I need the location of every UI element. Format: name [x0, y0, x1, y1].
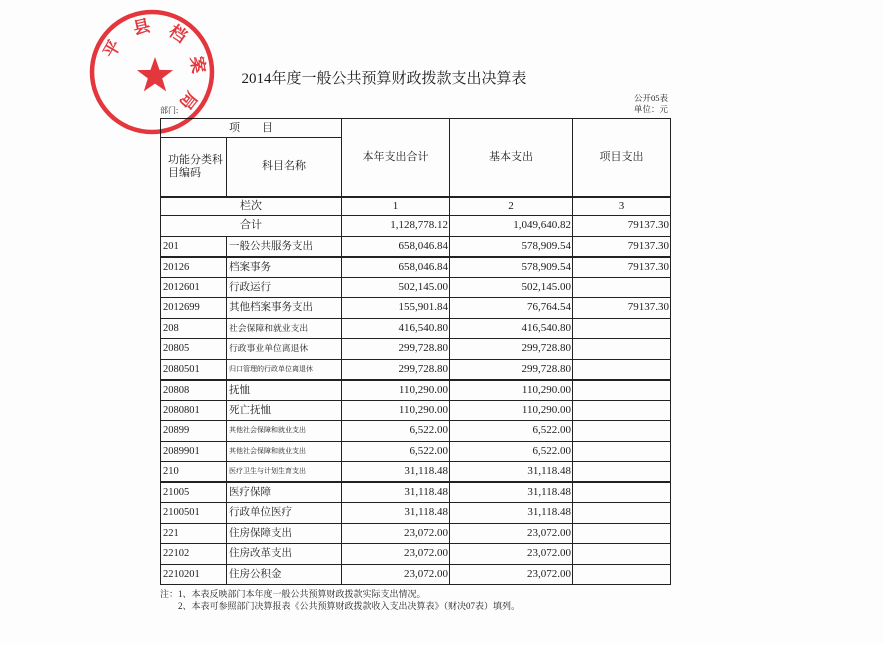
total-cell: 31,118.48 — [342, 503, 450, 524]
seal-star-icon — [137, 57, 173, 91]
total-cell: 155,901.84 — [342, 298, 450, 319]
code-cell: 2012601 — [161, 277, 227, 298]
code-cell: 221 — [161, 523, 227, 544]
project-cell — [573, 482, 671, 503]
seal-character: 局 — [175, 87, 201, 113]
unit-label: 单位：元 — [633, 104, 668, 114]
code-cell: 210 — [161, 462, 227, 483]
basic-cell: 299,728.80 — [450, 339, 573, 360]
basic-cell: 110,290.00 — [450, 380, 573, 401]
name-cell: 行政单位医疗 — [227, 503, 342, 524]
total-cell: 299,728.80 — [342, 339, 450, 360]
total-cell: 299,728.80 — [342, 359, 450, 380]
note-line: 注：1、本表反映部门本年度一般公共预算财政拨款实际支出情况。 — [160, 589, 426, 599]
total-cell: 6,522.00 — [342, 441, 450, 462]
basic-cell: 76,764.54 — [450, 298, 573, 319]
note-line: 2、本表可参照部门决算报表《公共预算财政拨款收入支出决算表》（财决07表）填列。 — [178, 601, 521, 611]
total-cell: 31,118.48 — [342, 482, 450, 503]
table-row — [161, 257, 671, 278]
code-cell: 20899 — [161, 421, 227, 442]
sum-basic: 1,049,640.82 — [450, 216, 573, 237]
column-index-label: 栏次 — [161, 197, 342, 216]
basic-cell: 23,072.00 — [450, 564, 573, 585]
project-cell — [573, 462, 671, 483]
name-cell: 住房改革支出 — [227, 544, 342, 565]
project-cell — [573, 441, 671, 462]
basic-cell: 578,909.54 — [450, 236, 573, 257]
table-row — [161, 503, 671, 524]
total-cell: 658,046.84 — [342, 257, 450, 278]
basic-cell: 6,522.00 — [450, 421, 573, 442]
table-row — [161, 564, 671, 585]
table-row — [161, 380, 671, 401]
table-row — [161, 462, 671, 483]
code-cell: 21005 — [161, 482, 227, 503]
basic-cell: 110,290.00 — [450, 400, 573, 421]
department-label: 部门: — [160, 106, 179, 115]
name-cell: 医疗卫生与计划生育支出 — [227, 462, 342, 483]
code-cell: 20126 — [161, 257, 227, 278]
name-cell: 抚恤 — [227, 380, 342, 401]
name-header: 科目名称 — [227, 138, 342, 197]
total-cell: 6,522.00 — [342, 421, 450, 442]
total-cell: 23,072.00 — [342, 523, 450, 544]
basic-cell: 416,540.80 — [450, 318, 573, 339]
expenditure-table — [160, 118, 671, 585]
sum-label: 合计 — [161, 216, 342, 237]
name-cell: 住房公积金 — [227, 564, 342, 585]
name-cell: 医疗保障 — [227, 482, 342, 503]
code-cell: 2080801 — [161, 400, 227, 421]
project-cell — [573, 400, 671, 421]
project-cell — [573, 503, 671, 524]
basic-cell: 31,118.48 — [450, 482, 573, 503]
seal-character: 县 — [131, 16, 153, 39]
code-cell: 208 — [161, 318, 227, 339]
name-cell: 其他社会保障和就业支出 — [227, 441, 342, 462]
code-header: 功能分类科目编码 — [161, 138, 227, 197]
official-seal — [85, 5, 220, 140]
seal-character: 档 — [165, 21, 191, 47]
table-row — [161, 359, 671, 380]
total-cell: 23,072.00 — [342, 564, 450, 585]
table-row — [161, 400, 671, 421]
basic-cell: 299,728.80 — [450, 359, 573, 380]
header-row — [161, 119, 671, 138]
table-body — [161, 216, 671, 585]
seal-character: 案 — [186, 54, 209, 75]
name-cell: 行政运行 — [227, 277, 342, 298]
name-cell: 其他社会保障和就业支出 — [227, 421, 342, 442]
basic-cell: 6,522.00 — [450, 441, 573, 462]
column-index-1: 1 — [342, 197, 450, 216]
name-cell: 死亡抚恤 — [227, 400, 342, 421]
project-cell — [573, 523, 671, 544]
total-cell: 110,290.00 — [342, 380, 450, 401]
project-cell — [573, 544, 671, 565]
table-row — [161, 421, 671, 442]
total-cell: 416,540.80 — [342, 318, 450, 339]
name-cell: 其他档案事务支出 — [227, 298, 342, 319]
column-index-3: 3 — [573, 197, 671, 216]
table-row — [161, 339, 671, 360]
project-cell — [573, 421, 671, 442]
total-cell: 502,145.00 — [342, 277, 450, 298]
project-cell: 79137.30 — [573, 298, 671, 319]
basic-cell: 578,909.54 — [450, 257, 573, 278]
name-cell: 行政事业单位离退休 — [227, 339, 342, 360]
table-row — [161, 298, 671, 319]
table-row — [161, 441, 671, 462]
project-header: 项目支出 — [573, 119, 671, 197]
project-cell — [573, 318, 671, 339]
basic-cell: 23,072.00 — [450, 523, 573, 544]
basic-cell: 23,072.00 — [450, 544, 573, 565]
name-cell: 住房保障支出 — [227, 523, 342, 544]
project-cell — [573, 359, 671, 380]
seal-character: 平 — [99, 36, 125, 62]
sum-row — [161, 216, 671, 237]
total-header: 本年支出合计 — [342, 119, 450, 197]
table-row — [161, 236, 671, 257]
basic-cell: 31,118.48 — [450, 503, 573, 524]
code-cell: 2089901 — [161, 441, 227, 462]
total-cell: 658,046.84 — [342, 236, 450, 257]
code-cell: 20805 — [161, 339, 227, 360]
column-index-2: 2 — [450, 197, 573, 216]
name-cell: 一般公共服务支出 — [227, 236, 342, 257]
code-cell: 2080501 — [161, 359, 227, 380]
project-cell: 79137.30 — [573, 257, 671, 278]
sum-project: 79137.30 — [573, 216, 671, 237]
table-row — [161, 523, 671, 544]
project-cell — [573, 380, 671, 401]
total-cell: 23,072.00 — [342, 544, 450, 565]
code-cell: 22102 — [161, 544, 227, 565]
table-row — [161, 318, 671, 339]
project-cell — [573, 277, 671, 298]
item-header: 项 目 — [161, 119, 342, 138]
page-title: 2014年度一般公共预算财政拨款支出决算表 — [241, 71, 527, 87]
code-cell: 2012699 — [161, 298, 227, 319]
project-cell — [573, 564, 671, 585]
total-cell: 31,118.48 — [342, 462, 450, 483]
name-cell: 社会保障和就业支出 — [227, 318, 342, 339]
notes — [160, 588, 520, 612]
total-cell: 110,290.00 — [342, 400, 450, 421]
table-row — [161, 482, 671, 503]
project-cell: 79137.30 — [573, 236, 671, 257]
name-cell: 档案事务 — [227, 257, 342, 278]
name-cell: 归口管理的行政单位离退休 — [227, 359, 342, 380]
basic-cell: 31,118.48 — [450, 462, 573, 483]
code-cell: 20808 — [161, 380, 227, 401]
basic-cell: 502,145.00 — [450, 277, 573, 298]
code-cell: 201 — [161, 236, 227, 257]
column-index-row — [161, 197, 671, 216]
code-cell: 2100501 — [161, 503, 227, 524]
project-cell — [573, 339, 671, 360]
table-row — [161, 544, 671, 565]
form-number: 公开05表 — [633, 93, 668, 103]
sum-total: 1,128,778.12 — [342, 216, 450, 237]
basic-header: 基本支出 — [450, 119, 573, 197]
code-cell: 2210201 — [161, 564, 227, 585]
table-row — [161, 277, 671, 298]
